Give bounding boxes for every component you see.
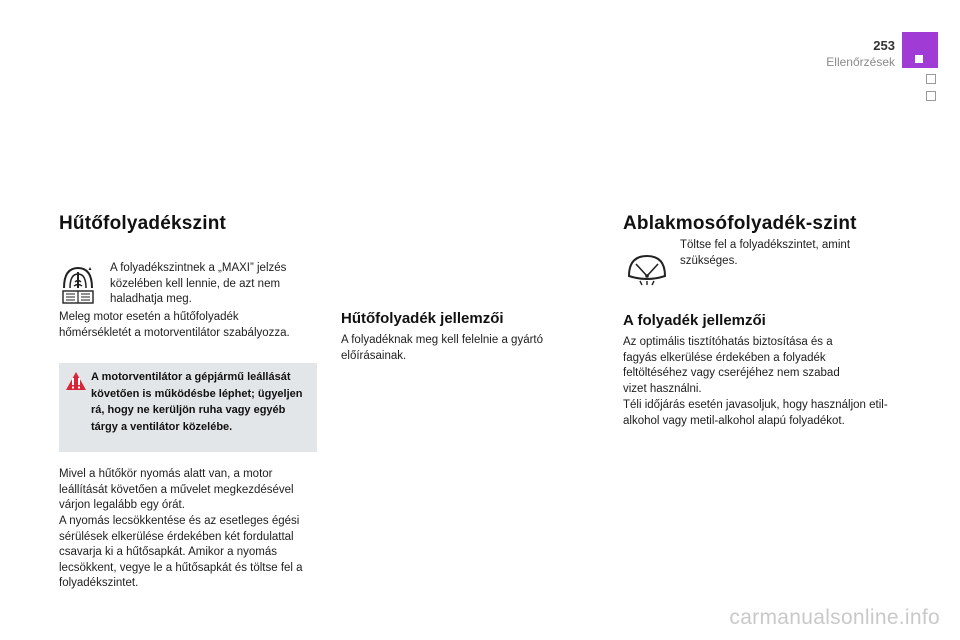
- section-tab[interactable]: [926, 74, 936, 84]
- coolant-level-icon: [60, 262, 96, 304]
- page-number: 253: [873, 38, 895, 53]
- coolant-text-line-2: hőmérsékletét a motorventilátor szabályozza.: [59, 327, 290, 339]
- coolant-level-icon-text: A folyadékszintnek a „MAXI” jelzés közelében kell lennie, de azt nem haladhatja meg.: [110, 262, 287, 305]
- washer-fluid-icon: [626, 252, 668, 286]
- coolant-spec-text: A folyadéknak meg kell felelnie a gyártó előírásainak.: [341, 334, 544, 362]
- tab-marker: [915, 55, 923, 63]
- section-title: Ellenőrzések: [826, 55, 895, 69]
- warning-icon: [65, 371, 87, 396]
- coolant-level-heading: Hűtőfolyadékszint: [59, 213, 227, 234]
- coolant-paragraph-1: Mivel a hűtőkör nyomás alatt van, a motor leállítását követően a művelet megkezdésével várjon legalább egy órát.: [59, 468, 294, 511]
- watermark: carmanualsonline.info: [729, 606, 940, 629]
- coolant-paragraph-2: A nyomás lecsökkentése és az esetleges égési sérülések elkerülése érdekében két fordulattal csavarja ki a hűtősapkát. Amikor a nyomás lecsökkent, vegye le a hűtősapkát és töltse fel a folyadékszintet.: [59, 515, 303, 589]
- washer-spec-heading: A folyadék jellemzői: [623, 312, 766, 329]
- warning-text: A motorventilátor a gépjármű leállását követően is működésbe léphet; ügyeljen rá, hogy ne kerüljön ruha vagy egyéb tárgy a ventilátor közelébe.: [91, 371, 303, 433]
- washer-fluid-icon-text: Töltse fel a folyadékszintet, amint szükséges.: [680, 239, 851, 267]
- washer-fluid-heading: Ablakmosófolyadék-szint: [623, 213, 857, 234]
- section-tab[interactable]: [926, 91, 936, 101]
- warning-box: [59, 363, 317, 452]
- section-tab-active[interactable]: [902, 32, 938, 68]
- coolant-spec-heading: Hűtőfolyadék jellemzői: [341, 310, 504, 327]
- washer-paragraph-2: Téli időjárás esetén javasoljuk, hogy használjon etil-alkohol vagy metil-alkohol alapú folyadékot.: [623, 399, 888, 427]
- coolant-text-line-1: Meleg motor esetén a hűtőfolyadék: [59, 311, 239, 323]
- washer-paragraph-1: Az optimális tisztítóhatás biztosítása és a fagyás elkerülése érdekében a folyadék feltöltéséhez vagy cseréjéhez nem szabad vizet használni.: [623, 336, 840, 395]
